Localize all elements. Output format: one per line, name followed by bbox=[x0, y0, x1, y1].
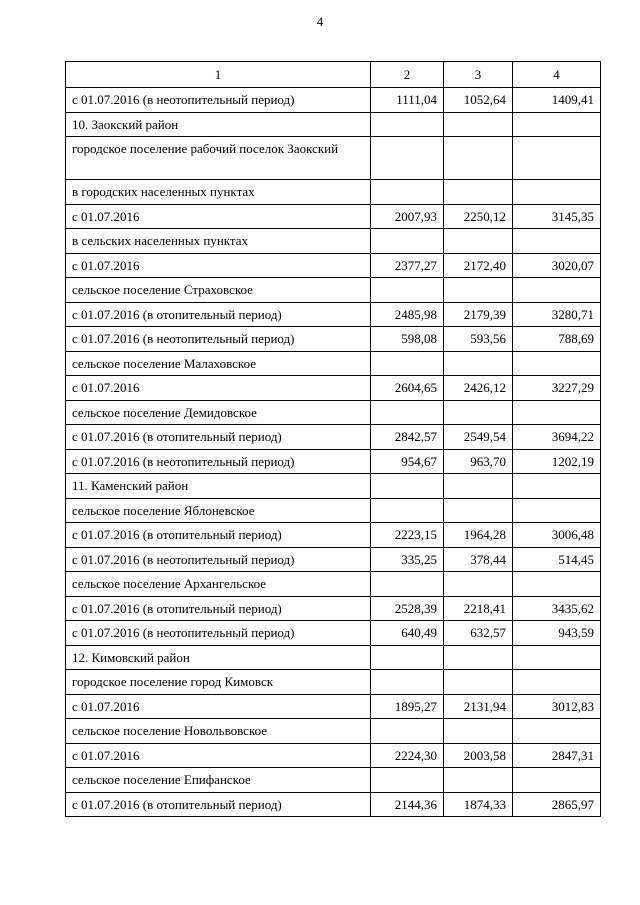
value-col-2-cell: 1895,27 bbox=[371, 694, 444, 719]
value-col-3-cell bbox=[444, 719, 513, 744]
table-row bbox=[66, 449, 601, 474]
row-label-cell: сельское поселение Малаховское bbox=[66, 351, 371, 376]
value-col-3-cell bbox=[444, 572, 513, 597]
row-label-cell: с 01.07.2016 bbox=[66, 694, 371, 719]
row-label-cell: в сельских населенных пунктах bbox=[66, 229, 371, 254]
value-col-2-cell: 1111,04 bbox=[371, 88, 444, 113]
row-label-cell: с 01.07.2016 bbox=[66, 253, 371, 278]
value-col-2-cell: 335,25 bbox=[371, 547, 444, 572]
value-col-2-cell: 640,49 bbox=[371, 621, 444, 646]
row-label-cell: сельское поселение Демидовское bbox=[66, 400, 371, 425]
value-col-3-cell bbox=[444, 670, 513, 695]
value-col-2-cell bbox=[371, 768, 444, 793]
row-label-cell: с 01.07.2016 bbox=[66, 743, 371, 768]
row-label-cell: сельское поселение Новольвовское bbox=[66, 719, 371, 744]
value-col-3-cell: 1964,28 bbox=[444, 523, 513, 548]
row-label-cell: с 01.07.2016 (в отопительный период) bbox=[66, 302, 371, 327]
value-col-4-cell bbox=[513, 278, 601, 303]
table-row bbox=[66, 572, 601, 597]
table-row bbox=[66, 743, 601, 768]
row-label-cell: с 01.07.2016 (в неотопительный период) bbox=[66, 547, 371, 572]
row-label-cell: с 01.07.2016 bbox=[66, 376, 371, 401]
column-header: 4 bbox=[513, 62, 601, 88]
table-row bbox=[66, 523, 601, 548]
value-col-3-cell: 2003,58 bbox=[444, 743, 513, 768]
value-col-2-cell bbox=[371, 229, 444, 254]
value-col-3-cell: 2250,12 bbox=[444, 204, 513, 229]
value-col-2-cell: 2224,30 bbox=[371, 743, 444, 768]
value-col-4-cell: 788,69 bbox=[513, 327, 601, 352]
value-col-2-cell bbox=[371, 400, 444, 425]
table-row bbox=[66, 204, 601, 229]
value-col-4-cell: 3145,35 bbox=[513, 204, 601, 229]
value-col-3-cell: 1874,33 bbox=[444, 792, 513, 817]
column-header: 1 bbox=[66, 62, 371, 88]
value-col-3-cell bbox=[444, 474, 513, 499]
value-col-4-cell: 3227,29 bbox=[513, 376, 601, 401]
table-row bbox=[66, 137, 601, 180]
row-label-cell: в городских населенных пунктах bbox=[66, 180, 371, 205]
value-col-2-cell bbox=[371, 670, 444, 695]
value-col-4-cell bbox=[513, 351, 601, 376]
value-col-4-cell bbox=[513, 474, 601, 499]
value-col-4-cell bbox=[513, 498, 601, 523]
value-col-4-cell: 514,45 bbox=[513, 547, 601, 572]
value-col-3-cell: 2426,12 bbox=[444, 376, 513, 401]
row-label-cell: с 01.07.2016 (в отопительный период) bbox=[66, 596, 371, 621]
value-col-3-cell bbox=[444, 498, 513, 523]
value-col-3-cell: 1052,64 bbox=[444, 88, 513, 113]
value-col-4-cell bbox=[513, 229, 601, 254]
row-label-cell: сельское поселение Архангельское bbox=[66, 572, 371, 597]
table-row bbox=[66, 278, 601, 303]
row-label-cell: с 01.07.2016 (в отопительный период) bbox=[66, 792, 371, 817]
table-row bbox=[66, 768, 601, 793]
value-col-4-cell: 1202,19 bbox=[513, 449, 601, 474]
row-label-cell: сельское поселение Страховское bbox=[66, 278, 371, 303]
table-row bbox=[66, 253, 601, 278]
table-row bbox=[66, 596, 601, 621]
row-label-cell: с 01.07.2016 (в отопительный период) bbox=[66, 425, 371, 450]
value-col-3-cell: 593,56 bbox=[444, 327, 513, 352]
value-col-4-cell: 3012,83 bbox=[513, 694, 601, 719]
column-header: 3 bbox=[444, 62, 513, 88]
value-col-2-cell bbox=[371, 474, 444, 499]
table-row bbox=[66, 400, 601, 425]
value-col-3-cell bbox=[444, 112, 513, 137]
table-row bbox=[66, 474, 601, 499]
row-label-cell: с 01.07.2016 (в неотопительный период) bbox=[66, 449, 371, 474]
value-col-4-cell bbox=[513, 180, 601, 205]
row-label-cell: 12. Кимовский район bbox=[66, 645, 371, 670]
value-col-4-cell: 3020,07 bbox=[513, 253, 601, 278]
row-label-cell: городское поселение город Кимовск bbox=[66, 670, 371, 695]
row-label-cell: с 01.07.2016 (в неотопительный период) bbox=[66, 88, 371, 113]
value-col-4-cell: 2847,31 bbox=[513, 743, 601, 768]
row-label-cell: с 01.07.2016 (в неотопительный период) bbox=[66, 327, 371, 352]
table-row bbox=[66, 180, 601, 205]
value-col-4-cell bbox=[513, 112, 601, 137]
value-col-4-cell bbox=[513, 137, 601, 180]
value-col-2-cell bbox=[371, 645, 444, 670]
table-row bbox=[66, 425, 601, 450]
page-number: 4 bbox=[316, 14, 324, 29]
value-col-4-cell: 2865,97 bbox=[513, 792, 601, 817]
table-header-row bbox=[66, 62, 601, 88]
value-col-3-cell bbox=[444, 351, 513, 376]
value-col-2-cell bbox=[371, 180, 444, 205]
table-row bbox=[66, 719, 601, 744]
value-col-2-cell bbox=[371, 498, 444, 523]
table-row bbox=[66, 229, 601, 254]
row-label-cell: с 01.07.2016 bbox=[66, 204, 371, 229]
value-col-4-cell bbox=[513, 572, 601, 597]
value-col-4-cell: 943,59 bbox=[513, 621, 601, 646]
value-col-4-cell bbox=[513, 670, 601, 695]
value-col-4-cell: 3694,22 bbox=[513, 425, 601, 450]
value-col-2-cell: 2144,36 bbox=[371, 792, 444, 817]
value-col-2-cell bbox=[371, 719, 444, 744]
value-col-2-cell bbox=[371, 351, 444, 376]
value-col-2-cell: 598,08 bbox=[371, 327, 444, 352]
row-label-cell: с 01.07.2016 (в отопительный период) bbox=[66, 523, 371, 548]
value-col-3-cell bbox=[444, 137, 513, 180]
table-row bbox=[66, 645, 601, 670]
value-col-3-cell bbox=[444, 180, 513, 205]
value-col-4-cell bbox=[513, 768, 601, 793]
value-col-2-cell: 2842,57 bbox=[371, 425, 444, 450]
value-col-3-cell: 963,70 bbox=[444, 449, 513, 474]
value-col-3-cell bbox=[444, 400, 513, 425]
value-col-2-cell: 2007,93 bbox=[371, 204, 444, 229]
table-row bbox=[66, 327, 601, 352]
value-col-2-cell bbox=[371, 137, 444, 180]
value-col-3-cell: 2179,39 bbox=[444, 302, 513, 327]
value-col-4-cell: 1409,41 bbox=[513, 88, 601, 113]
table-row bbox=[66, 351, 601, 376]
table-row bbox=[66, 112, 601, 137]
value-col-2-cell bbox=[371, 572, 444, 597]
row-label-cell: городское поселение рабочий поселок Заокский bbox=[66, 137, 371, 180]
row-label-cell: 11. Каменский район bbox=[66, 474, 371, 499]
value-col-4-cell: 3280,71 bbox=[513, 302, 601, 327]
value-col-3-cell bbox=[444, 768, 513, 793]
value-col-2-cell: 2485,98 bbox=[371, 302, 444, 327]
value-col-4-cell: 3435,62 bbox=[513, 596, 601, 621]
value-col-4-cell bbox=[513, 719, 601, 744]
table-body bbox=[66, 88, 601, 817]
row-label-cell: сельское поселение Епифанское bbox=[66, 768, 371, 793]
table-row bbox=[66, 88, 601, 113]
value-col-2-cell: 2528,39 bbox=[371, 596, 444, 621]
table-row bbox=[66, 694, 601, 719]
row-label-cell: сельское поселение Яблоневское bbox=[66, 498, 371, 523]
table-row bbox=[66, 670, 601, 695]
tariff-table bbox=[65, 61, 601, 817]
value-col-3-cell: 2131,94 bbox=[444, 694, 513, 719]
value-col-3-cell bbox=[444, 229, 513, 254]
table-row bbox=[66, 547, 601, 572]
row-label-cell: 10. Заокский район bbox=[66, 112, 371, 137]
table-row bbox=[66, 376, 601, 401]
table-row bbox=[66, 302, 601, 327]
value-col-4-cell: 3006,48 bbox=[513, 523, 601, 548]
value-col-3-cell: 2549,54 bbox=[444, 425, 513, 450]
row-label-cell: с 01.07.2016 (в неотопительный период) bbox=[66, 621, 371, 646]
table-row bbox=[66, 792, 601, 817]
value-col-3-cell: 378,44 bbox=[444, 547, 513, 572]
value-col-3-cell: 632,57 bbox=[444, 621, 513, 646]
table-row bbox=[66, 621, 601, 646]
value-col-2-cell: 954,67 bbox=[371, 449, 444, 474]
value-col-3-cell bbox=[444, 645, 513, 670]
value-col-2-cell bbox=[371, 278, 444, 303]
table-row bbox=[66, 498, 601, 523]
value-col-3-cell: 2218,41 bbox=[444, 596, 513, 621]
value-col-4-cell bbox=[513, 645, 601, 670]
column-header: 2 bbox=[371, 62, 444, 88]
value-col-2-cell: 2377,27 bbox=[371, 253, 444, 278]
value-col-4-cell bbox=[513, 400, 601, 425]
value-col-2-cell: 2604,65 bbox=[371, 376, 444, 401]
value-col-3-cell bbox=[444, 278, 513, 303]
value-col-2-cell bbox=[371, 112, 444, 137]
value-col-3-cell: 2172,40 bbox=[444, 253, 513, 278]
value-col-2-cell: 2223,15 bbox=[371, 523, 444, 548]
